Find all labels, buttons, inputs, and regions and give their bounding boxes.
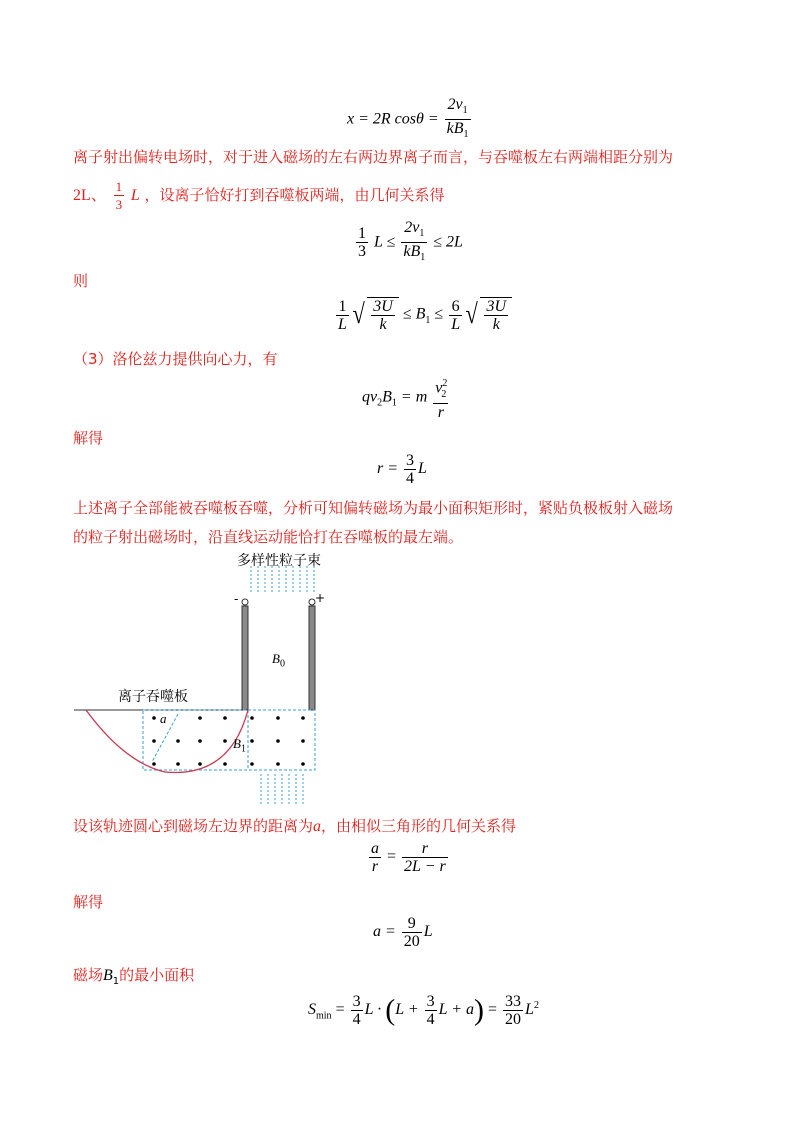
eq3-a-den: L [338, 315, 347, 333]
part3-label: （3）洛伦兹力提供向心力，有 [73, 350, 278, 368]
eq8-mid: L · [364, 1001, 382, 1019]
b1-sub: 1 [240, 743, 246, 755]
eq6-a-num: a [371, 840, 379, 857]
magnetic-region-b1 [143, 710, 315, 770]
b0-letter: B [272, 651, 280, 666]
eq2-b-num: 2v [404, 219, 420, 236]
para2-line1: 上述离子全部能被吞噬板吞噬，分析可知偏转磁场为最小面积矩形时，紧贴负极板射入磁场 [73, 499, 674, 517]
eq6-b-num: r [402, 840, 448, 858]
para3-var: a [313, 818, 322, 835]
para3 [73, 815, 516, 836]
eq1-den-sub: 1 [463, 129, 469, 141]
eq2-a-var: L ≤ [374, 233, 396, 251]
eq3-root-den-1: k [379, 316, 387, 333]
eq3-b-den: L [451, 315, 461, 333]
physics-diagram [70, 548, 330, 808]
diagram-svg [70, 548, 330, 808]
eq6-b-den: 2L − r [404, 858, 446, 875]
eq7-lhs: a = [373, 923, 396, 941]
equation-r [377, 452, 427, 487]
eq2-rhs: ≤ 2L [433, 233, 463, 251]
eq4-lhs2: B [382, 388, 392, 406]
sqrt-sign-1: √ [352, 299, 365, 330]
eq8-inner2: L + a [438, 1001, 475, 1019]
eq3-b-num: 6 [449, 298, 462, 316]
equation-a [373, 915, 433, 950]
eq8-eq2: = [488, 1001, 498, 1019]
eq1-lhs: x = 2R cosθ = [347, 110, 439, 128]
eq2-b-den-sub: 1 [420, 252, 426, 264]
eq3-root-den-2: k [492, 316, 500, 333]
para1-frac-num: 1 [115, 179, 123, 194]
eq8-f3-num: 33 [505, 993, 522, 1010]
eq4-num: v [435, 379, 443, 397]
eq7-num: 9 [402, 915, 422, 933]
para1-line2 [73, 178, 445, 213]
eq5-den: 4 [406, 470, 415, 487]
para1-rest: ，设离子恰好打到吞噬板两端，由几何关系得 [144, 186, 445, 204]
eq8-end-sup: 2 [533, 999, 539, 1011]
eq8-eq: = [335, 1001, 345, 1019]
positive-plate [309, 606, 315, 710]
eq7-den: 20 [403, 933, 420, 950]
eq4-num-sup: 2 [442, 378, 448, 389]
eq5-lhs: r = [377, 460, 399, 478]
eq3-mid-sub: 1 [425, 314, 431, 326]
para2-line2: 的粒子射出磁场时，沿直线运动能恰打在吞噬板的最左端。 [73, 528, 464, 546]
eq8-f3-den: 20 [505, 1011, 522, 1028]
b1-letter: B [233, 736, 241, 751]
left-paren: ( [385, 993, 396, 1027]
b0-sub: 0 [279, 658, 285, 670]
para1-frac-den: 3 [115, 197, 123, 212]
equation-similar-triangles: $\frac{a}{r}$ = $\frac{r}{2L - r}$ [371, 840, 446, 875]
minus-sign: - [234, 592, 239, 606]
equation-inequality-1 [354, 219, 463, 266]
eq1-num: 2v [447, 96, 463, 113]
eq2-b-num-sub: 1 [419, 228, 425, 240]
eq6-a-den: r [371, 858, 379, 875]
eq8-lhs-sub: min [316, 1010, 332, 1022]
equation-x-2rcos [347, 96, 473, 143]
eq8-inner1: L + [395, 1001, 419, 1019]
eq4-num-sub: 2 [441, 388, 447, 400]
eq1-num-sub: 1 [462, 105, 468, 117]
a-label: a [160, 711, 167, 726]
eq8-f2-den: 4 [426, 1011, 435, 1028]
para3-rest: ，由相似三角形的几何关系得 [321, 817, 517, 835]
b1-label [233, 736, 246, 755]
eq4-eqm: = m [400, 388, 428, 406]
eq5-num: 3 [406, 452, 415, 469]
b0-label [272, 651, 285, 670]
eq3-root-num-2: 3U [486, 298, 507, 315]
field-dots [152, 716, 305, 766]
para1-prefix: 2L、 [73, 187, 107, 204]
eq2-b-den: kB [403, 243, 421, 261]
eq1-fraction [445, 96, 471, 143]
para4-var: B [103, 967, 113, 984]
eq4-lhs: qv [362, 388, 378, 406]
para4-prefix: 磁场 [73, 966, 104, 984]
absorber-label: 离子吞噬板 [118, 689, 188, 705]
beam-label: 多样性粒子束 [237, 553, 321, 569]
plus-sign: + [315, 591, 326, 605]
eq2-a-num: 1 [358, 225, 366, 243]
eq8-f1-num: 3 [352, 993, 361, 1010]
eq4-lhs2-sub: 1 [391, 397, 397, 409]
equation-smin [308, 993, 539, 1028]
eq1-den: kB [446, 120, 464, 138]
para1-frac-var: L [130, 187, 140, 204]
then-label: 则 [73, 272, 89, 290]
equation-b1-range [334, 297, 512, 333]
eq8-lhs: S [308, 1001, 316, 1019]
sqrt-sign-2: √ [465, 299, 478, 330]
eq3-root-num-1: 3U [373, 298, 393, 315]
para3-text: 设该轨迹圆心到磁场左边界的距离为 [73, 817, 314, 835]
eq8-f1-den: 4 [352, 1011, 361, 1028]
eq8-end: L [525, 1001, 534, 1019]
solve2-label: 解得 [73, 893, 104, 911]
equation-lorentz [362, 375, 450, 421]
para1-line1: 离子射出偏转电场时，对于进入磁场的左右两边界离子而言，与吞噬板左右两端相距分别为 [73, 148, 674, 166]
para4 [73, 964, 194, 987]
particle-beam-bottom [261, 774, 303, 804]
eq8-f2-num: 3 [426, 993, 435, 1010]
eq3-a-num: 1 [336, 298, 349, 316]
negative-plate [242, 606, 248, 710]
para4-rest: 的最小面积 [119, 966, 195, 984]
eq4-den: r [437, 403, 444, 421]
eq3-mid: ≤ B [402, 305, 426, 323]
para1-fraction [114, 178, 125, 213]
eq2-a-den: 3 [358, 243, 366, 261]
solve1-label: 解得 [73, 429, 104, 447]
eq7-var: L [423, 923, 433, 941]
right-paren: ) [474, 993, 485, 1027]
eq5-var: L [418, 460, 427, 478]
eq3-mid2: ≤ [434, 305, 444, 323]
para4-sub: 1 [112, 976, 120, 987]
negative-terminal [242, 599, 248, 605]
eq4-lhs-sub: 2 [377, 397, 383, 409]
